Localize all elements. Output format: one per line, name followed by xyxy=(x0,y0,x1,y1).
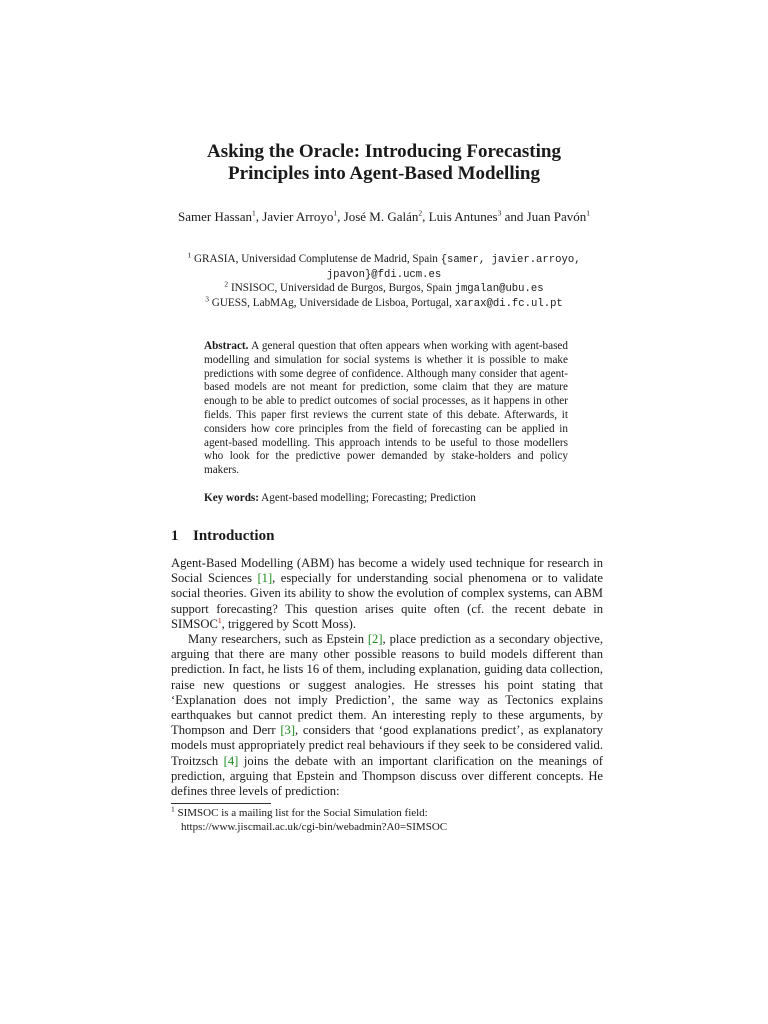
affiliation-email: xarax@di.fc.ul.pt xyxy=(454,297,563,310)
author-name: , José M. Galán xyxy=(337,209,419,224)
paper-title xyxy=(0,141,768,185)
author-list xyxy=(150,209,618,225)
paragraph-text: Agent-Based Modelling (ABM) has become a widely used technique for research in Social Sciences xyxy=(171,556,603,586)
affiliation xyxy=(150,250,618,282)
title-line-2: Principles into Agent-Based Modelling xyxy=(228,163,540,184)
section-title: Introduction xyxy=(193,528,275,544)
affiliation-text: GRASIA, Universidad Complutense de Madrid, Spain xyxy=(191,253,441,265)
paragraph-text: Many researchers, such as Epstein xyxy=(188,632,368,647)
author-name: , Javier Arroyo xyxy=(255,209,334,224)
citation-link[interactable]: [4] xyxy=(223,753,239,768)
footnote-url[interactable]: https://www.jiscmail.ac.uk/cgi-bin/webadmin?A0=SIMSOC xyxy=(181,821,448,833)
abstract-label: Abstract. xyxy=(204,340,249,352)
footnote-mark: 1 xyxy=(171,804,175,814)
affiliation-list xyxy=(150,250,618,311)
author-affil-mark: 3 xyxy=(497,208,502,218)
footnote-line xyxy=(171,806,603,820)
citation-link[interactable]: [1] xyxy=(257,571,273,586)
citation-link[interactable]: [3] xyxy=(280,723,296,738)
footnote-text: SIMSOC is a mailing list for the Social Simulation field: xyxy=(174,807,428,819)
author-name: , Luis Antunes xyxy=(422,209,498,224)
affiliation-mark: 3 xyxy=(205,293,209,303)
paragraph-text: , place prediction as a secondary objective, arguing that there are many other possible reasons to build models different than prediction. In fact, he lists 16 of them, including explanation, guiding data collection, raise new questions or suggest analogies. He stresses his point stating that ‘Explanation does not imply Prediction’, the same way as Tectonics explains earthquakes but cannot predict them. An interesting reply to these arguments, by Thompson and Derr xyxy=(171,632,603,738)
affiliation-email: {samer, javier.arroyo, jpavon}@fdi.ucm.es xyxy=(326,254,581,281)
affiliation-email: jmgalan@ubu.es xyxy=(454,283,544,295)
section-number: 1 xyxy=(171,528,179,544)
affiliation-mark: 1 xyxy=(187,250,192,260)
paragraph-text: , especially for understanding social phenomena or to validate social theories. Given its ability to show the evolution of complex systems, can ABM support forecasting? This question arises quite often (cf. the recent debate in SIMSOC xyxy=(171,571,604,631)
keywords-label: Key words: xyxy=(204,492,259,504)
paragraph-text: joins the debate with an important clarification on the meanings of prediction, arguing that Epstein and Thompson discuss over different concepts. He defines three levels of prediction: xyxy=(171,753,604,799)
body-text xyxy=(171,556,603,799)
affiliation xyxy=(150,279,618,297)
author-name: Samer Hassan xyxy=(178,209,253,224)
paragraph-text: , considers that ‘good explanations predict’, as explanatory models must appropriately predict real behaviours if they seek to be considered valid. Troitzsch xyxy=(171,723,603,768)
author-affil-mark: 1 xyxy=(333,208,338,218)
keywords-text: Agent-based modelling; Forecasting; Prediction xyxy=(259,492,476,504)
author-affil-mark: 1 xyxy=(252,208,256,218)
keywords xyxy=(204,491,568,505)
abstract xyxy=(204,340,568,478)
section-heading xyxy=(171,527,274,545)
footnote-divider xyxy=(171,803,271,804)
paragraph xyxy=(171,556,603,632)
affiliation-mark: 2 xyxy=(224,279,229,289)
author-affil-mark: 1 xyxy=(586,208,590,218)
affiliation-text: INSISOC, Universidad de Burgos, Burgos, Spain xyxy=(228,282,455,294)
title-line-1: Asking the Oracle: Introducing Forecasting xyxy=(207,141,561,162)
paragraph-text: , triggered by Scott Moss). xyxy=(221,616,356,631)
affiliation xyxy=(150,293,618,312)
paragraph xyxy=(171,632,603,799)
footnote-ref-link[interactable]: 1 xyxy=(217,615,222,625)
author-affil-mark: 2 xyxy=(418,208,423,218)
abstract-text: A general question that often appears when working with agent-based modelling and simulation for social systems is whether it is possible to make predictions with some degree of confidence. Although many consider that agent-based models are not meant for prediction, some claim that they are mature enough to be able to predict outcomes of social processes, as it happens in other fields. This paper first reviews the current state of this debate. Afterwards, it considers how core principles from the field of forecasting can be applied in agent-based modelling. This approach intends to be useful to those modellers who look for the predictive power demanded by stake-holders and policy makers. xyxy=(204,340,568,477)
affiliation-text: GUESS, LabMAg, Universidade de Lisboa, Portugal, xyxy=(208,296,455,309)
citation-link[interactable]: [2] xyxy=(367,632,383,647)
footnote xyxy=(171,806,603,834)
author-name: and Juan Pavón xyxy=(501,209,587,224)
